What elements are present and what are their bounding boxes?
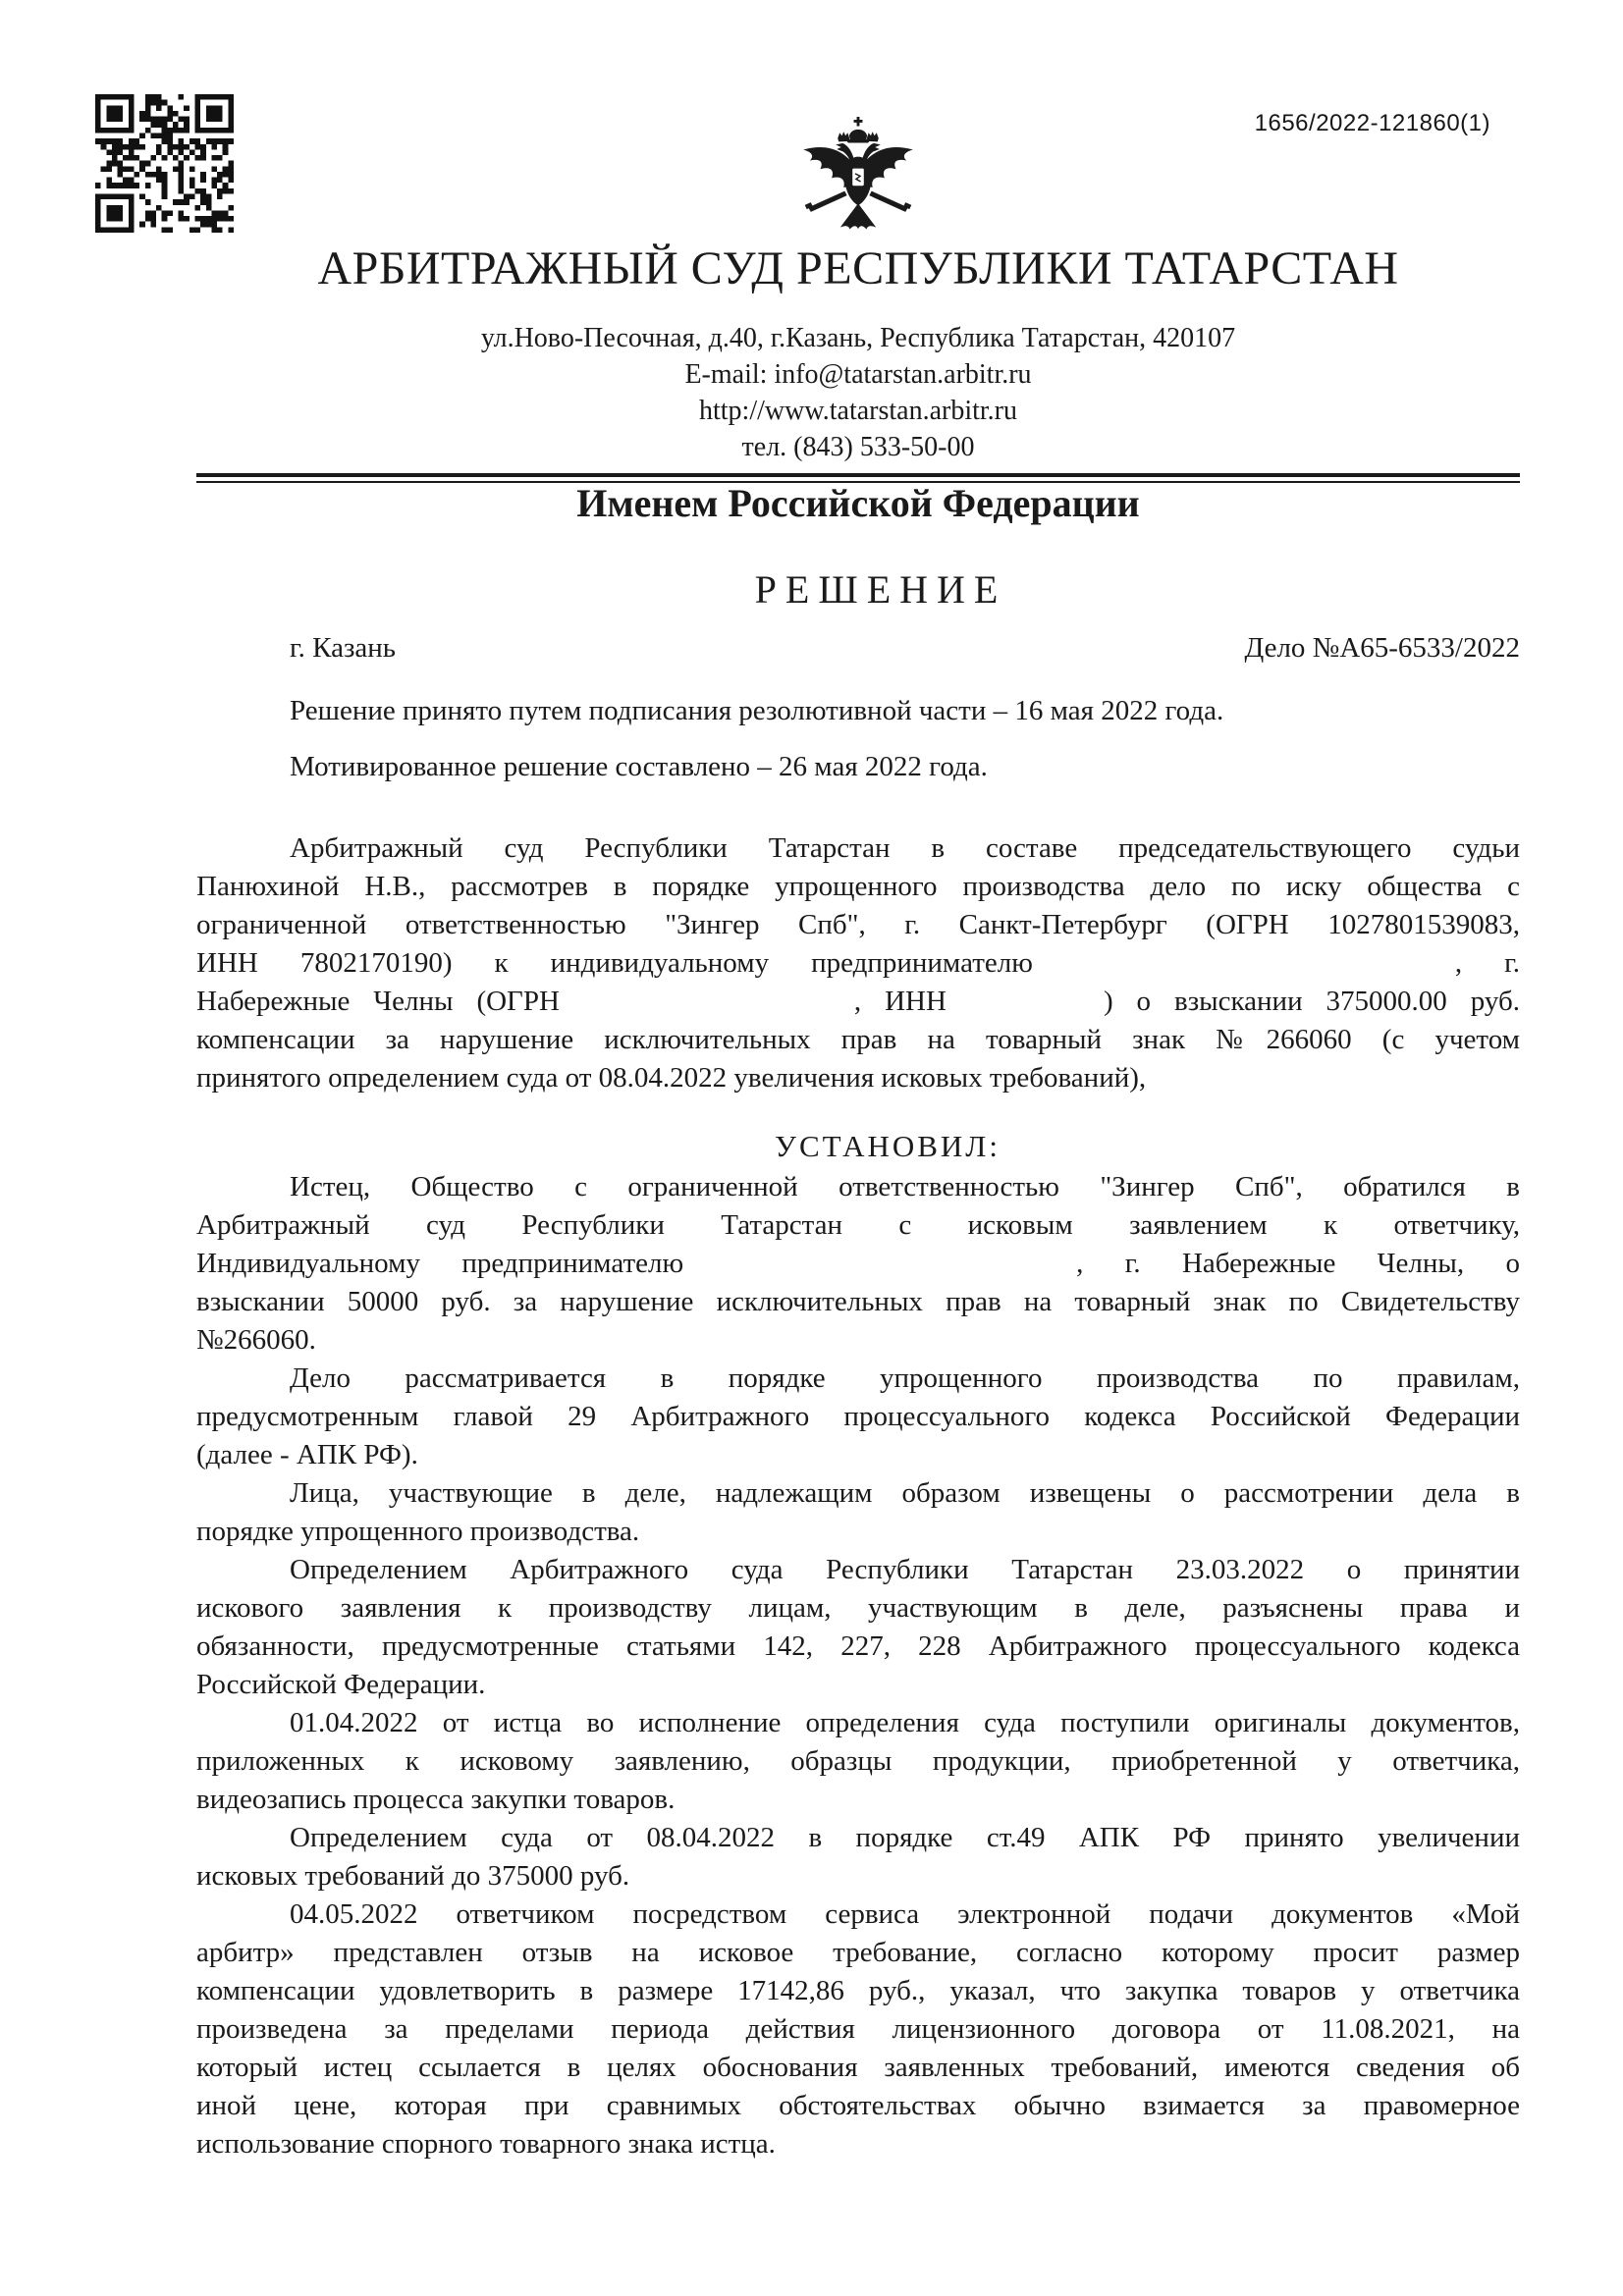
redacted-gap (560, 1008, 854, 1010)
response-paragraph: 04.05.2022 ответчиком посредством сервиса электронной подачи документов «Мой арбитр» представлен отзыв на исковое требование, согласно которому просит размер компенсации удовлетворить в размере 17142,86 руб., указал, что закупка товаров у ответчика произведена за пределами периода действия лицензионного договора от 11.08.2021, на который истец ссылается в целях обоснования заявленных требований, имеются сведения об иной цене, которая при сравнимых обстоятельствах обычно взимается за правомерное использование спорного товарного знака истца. (196, 1898, 1520, 2160)
case-intro-paragraph: Арбитражный суд Республики Татарстан в составе председательствующего судьи Панюхиной Н.В., рассмотрев в порядке упрощенного производства дело по иску общества с ограниченной ответственностью "Зингер Спб", г. Санкт-Петербург (ОГРН 1027801539083, ИНН 7802170190) к индивидуальному предпринимателю , г. Набережные Челны (ОГРН , ИНН ) о взыскании 375000.00 руб. компенсации за нарушение исключительных прав на товарный знак №266060 (с учетом принятого определением суда от 08.04.2022 увеличения исковых требований), (196, 832, 1521, 1094)
originals-paragraph: 01.04.2022 от истца во исполнение определения суда поступили оригиналы документов, приложенных к исковому заявлению, образцы продукции, приобретенной у ответчика, видеозапись процесса закупки товаров. (196, 1707, 1520, 1815)
decision-date-line: Решение принято путем подписания резолютивной части – 16 мая 2022 года. (290, 695, 1224, 726)
court-email: E-mail: info@tatarstan.arbitr.ru (684, 359, 1032, 390)
ruling-23-03-paragraph: Определением Арбитражного суда Республики Татарстан 23.03.2022 о принятии искового заявления к производству лицам, участвующим в деле, разъяснены права и обязанности, предусмотренные статьями 142, 227, 228 Арбитражного процессуального кодекса Российской Федерации. (196, 1554, 1520, 1700)
court-address: ул.Ново-Песочная, д.40, г.Казань, Республика Татарстан, 420107 (480, 323, 1236, 353)
ustanovil-heading: УСТАНОВИЛ: (775, 1129, 1001, 1163)
redacted-gap (683, 1270, 1076, 1272)
document-number: 1656/2022-121860(1) (1254, 110, 1490, 136)
redacted-gap (947, 1008, 1104, 1010)
redacted-gap (1033, 970, 1455, 972)
case-city: г. Казань (290, 632, 397, 664)
in-the-name-heading: Именем Российской Федерации (576, 481, 1140, 525)
notice-paragraph: Лица, участвующие в деле, надлежащим образом извещены о рассмотрении дела в порядке упрощенного производства. (196, 1477, 1520, 1547)
qr-finder-bottom-left (95, 194, 134, 233)
qr-finder-top-right (195, 94, 234, 133)
claim-paragraph: Истец, Общество с ограниченной ответственностью "Зингер Спб", обратился в Арбитражный суд Республики Татарстан с исковым заявлением к ответчику, Индивидуальному предпринимателю , г. Набережные Челны, о взыскании 50000 руб. за нарушение исключительных прав на товарный знак по Свидетельству №266060. (196, 1171, 1520, 1356)
case-line (196, 629, 1520, 667)
procedure-paragraph: Дело рассматривается в порядке упрощенного производства по правилам, предусмотренным главой 29 Арбитражного процессуального кодекса Российской Федерации (далее - АПК РФ). (196, 1362, 1520, 1470)
document-body (196, 629, 1520, 2163)
coat-of-arms-icon (795, 117, 921, 250)
court-name: АРБИТРАЖНЫЙ СУД РЕСПУБЛИКИ ТАТАРСТАН (317, 242, 1399, 294)
motivated-date-line: Мотивированное решение составлено – 26 мая 2022 года. (290, 751, 988, 782)
court-phone: тел. (843) 533-50-00 (741, 432, 975, 462)
decision-heading: РЕШЕНИЕ (754, 567, 1007, 612)
increase-paragraph: Определением суда от 08.04.2022 в порядке ст.49 АПК РФ принято увеличении исковых требований до 375000 руб. (196, 1822, 1520, 1892)
qr-finder-top-left (95, 94, 134, 133)
qr-code (95, 94, 234, 233)
case-number: Дело №А65-6533/2022 (1244, 632, 1520, 664)
court-address-block (196, 320, 1520, 465)
court-website: http://www.tatarstan.arbitr.ru (699, 396, 1017, 426)
